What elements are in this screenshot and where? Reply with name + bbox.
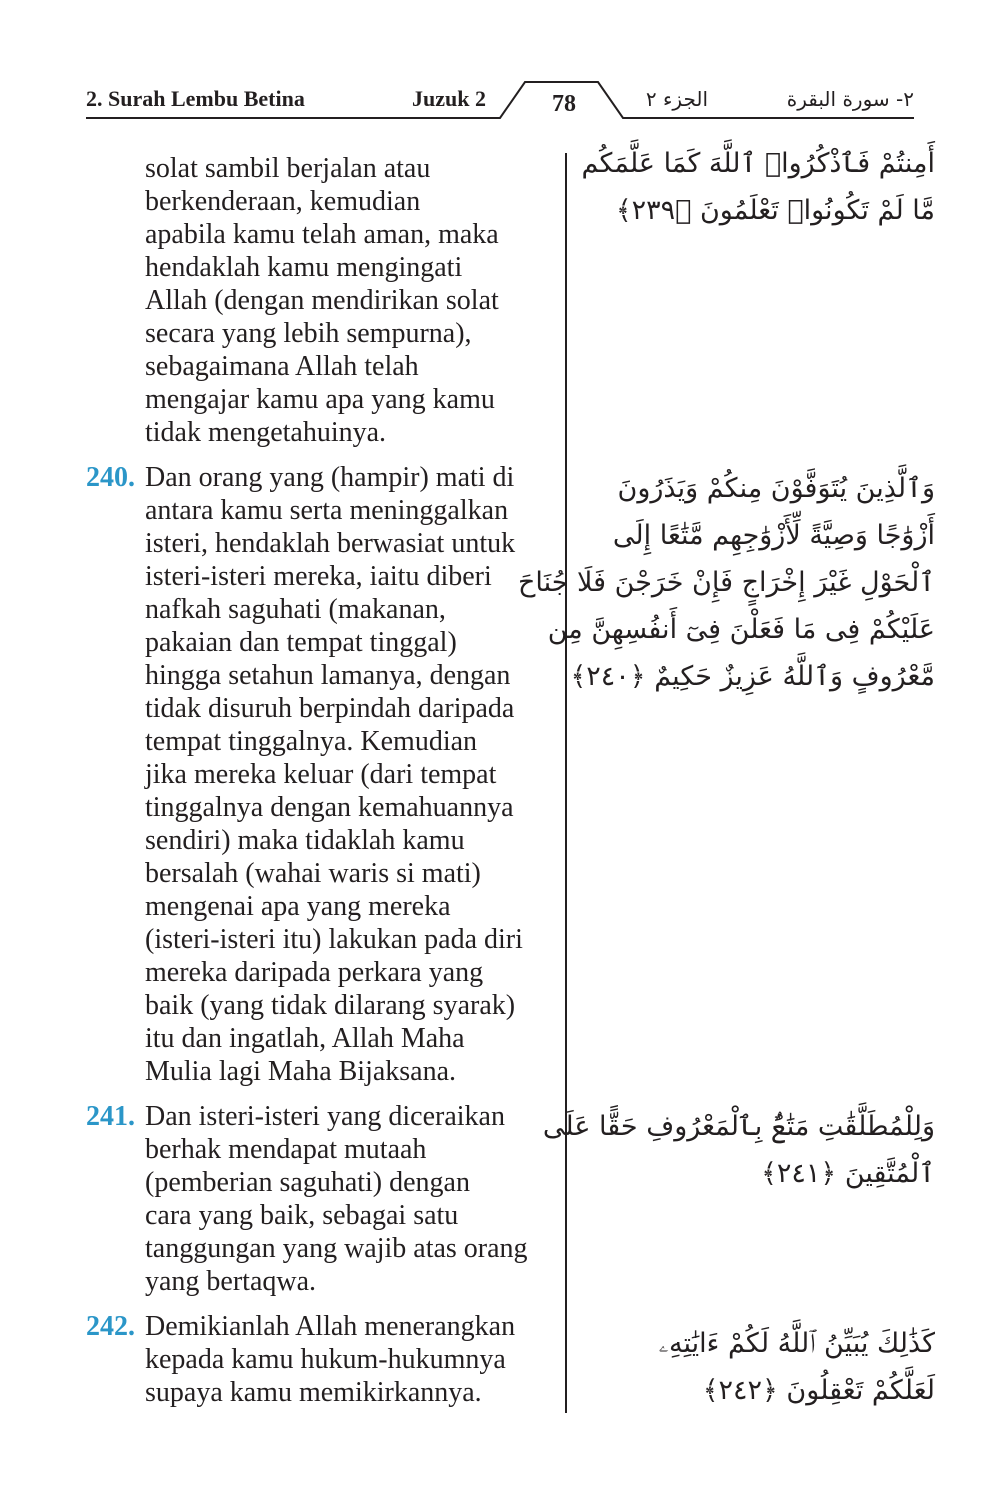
text-line: tidak mengetahuinya.	[145, 417, 387, 448]
column-divider	[565, 153, 567, 1413]
text-line: Dan orang yang (hampir) mati di	[145, 462, 515, 493]
arabic-line: وَلِلْمُطَلَّقَٰتِ مَتَٰعٌۢ بِٱلْمَعْرُوفِ حَقًّا عَلَى	[542, 1111, 935, 1142]
arabic-verse-242	[585, 1320, 935, 1414]
arabic-line: مَّا لَمْ تَكُونُوا۟ تَعْلَمُونَ ﴿٢٣٩﴾	[615, 195, 935, 226]
arabic-line: أَمِنتُمْ فَٱذْكُرُوا۟ ٱللَّهَ كَمَا عَلَّمَكُم	[581, 148, 935, 179]
text-line: Demikianlah Allah menerangkan	[145, 1311, 516, 1342]
text-line: isteri, hendaklah berwasiat untuk	[145, 528, 516, 559]
arabic-line: أَزْوَٰجًا وَصِيَّةً لِّأَزْوَٰجِهِم مَّتَٰعًا إِلَى	[612, 520, 935, 551]
text-line: mengenai apa yang mereka	[145, 891, 451, 922]
text-line: bersalah (wahai waris si mati)	[145, 858, 481, 889]
text-line: pakaian dan tempat tinggal)	[145, 627, 457, 658]
text-line: mengajar kamu apa yang kamu	[145, 384, 495, 415]
translation-column	[86, 152, 562, 1421]
text-line: isteri-isteri mereka, iaitu diberi	[145, 561, 492, 592]
text-line: kepada kamu hukum-hukumnya	[145, 1344, 506, 1375]
arabic-line: مَّعْرُوفٍ وَٱللَّهُ عَزِيزٌ حَكِيمٌ ﴿٢٤٠﴾	[570, 661, 935, 692]
text-line: apabila kamu telah aman, maka	[145, 219, 499, 250]
text-line: nafkah saguhati (makanan,	[145, 594, 446, 625]
text-line: (pemberian saguhati) dengan	[145, 1167, 470, 1198]
text-line: supaya kamu memikirkannya.	[145, 1377, 482, 1408]
arabic-line: ٱلْحَوْلِ غَيْرَ إِخْرَاجٍ فَإِنْ خَرَجْنَ فَلَا جُنَاحَ	[517, 567, 935, 598]
arabic-line: وَٱلَّذِينَ يُتَوَفَّوْنَ مِنكُمْ وَيَذَرُونَ	[617, 473, 935, 504]
text-line: mereka daripada perkara yang	[145, 957, 484, 988]
arabic-line: كَذَٰلِكَ يُبَيِّنُ ٱللَّهُ لَكُمْ ءَايَٰتِهِۦ	[658, 1328, 935, 1359]
text-line: tinggalnya dengan kemahuannya	[145, 792, 514, 823]
arabic-line: ٱلْمُتَّقِينَ ﴿٢٤١﴾	[761, 1158, 935, 1189]
text-line: tidak disuruh berpindah daripada	[145, 693, 515, 724]
text-line: sebagaimana Allah telah	[145, 351, 419, 382]
verse-239-continuation	[86, 152, 562, 449]
surah-title-arabic: ٢- سورة البقرة	[786, 87, 914, 111]
text-line: hingga setahun lamanya, dengan	[145, 660, 511, 691]
text-line: tempat tinggalnya. Kemudian	[145, 726, 478, 757]
verse-242-translation	[86, 1310, 562, 1409]
juzuk-label-latin: Juzuk 2	[412, 86, 486, 111]
arabic-verse-241	[542, 1103, 935, 1197]
text-line: secara yang lebih sempurna),	[145, 318, 472, 349]
arabic-verse-240	[517, 465, 935, 700]
text-line: Dan isteri-isteri yang diceraikan	[145, 1101, 505, 1132]
text-line: berhak mendapat mutaah	[145, 1134, 427, 1165]
text-line: yang bertaqwa.	[145, 1266, 317, 1297]
text-line: baik (yang tidak dilarang syarak)	[145, 990, 516, 1021]
text-line: itu dan ingatlah, Allah Maha	[145, 1023, 465, 1054]
text-line: Mulia lagi Maha Bijaksana.	[145, 1056, 457, 1087]
text-line: sendiri) maka tidaklah kamu	[145, 825, 465, 856]
text-line: hendaklah kamu mengingati	[145, 252, 463, 283]
text-line: (isteri-isteri itu) lakukan pada diri	[145, 924, 523, 955]
arabic-verse-239-continuation	[581, 140, 935, 234]
juzuk-label-arabic: الجزء ٢	[645, 87, 708, 111]
page-number: 78	[552, 91, 576, 117]
text-line: berkenderaan, kemudian	[145, 186, 421, 217]
arabic-line: عَلَيْكُمْ فِى مَا فَعَلْنَ فِىٓ أَنفُسِهِنَّ مِن	[547, 614, 935, 645]
surah-title-latin: 2. Surah Lembu Betina	[86, 86, 305, 111]
text-line: Allah (dengan mendirikan solat	[145, 285, 499, 316]
running-header	[0, 0, 1000, 125]
verse-241-translation	[86, 1100, 562, 1298]
text-line: solat sambil berjalan atau	[145, 153, 431, 184]
text-line: antara kamu serta meninggalkan	[145, 495, 509, 526]
text-line: cara yang baik, sebagai satu	[145, 1200, 459, 1231]
verse-number: 240.	[86, 462, 135, 493]
verse-number: 242.	[86, 1311, 135, 1342]
text-line: tanggungan yang wajib atas orang	[145, 1233, 528, 1264]
text-line: jika mereka keluar (dari tempat	[145, 759, 497, 790]
verse-number: 241.	[86, 1101, 135, 1132]
verse-240-translation	[86, 461, 562, 1088]
arabic-line: لَعَلَّكُمْ تَعْقِلُونَ ﴿٢٤٢﴾	[702, 1375, 935, 1406]
